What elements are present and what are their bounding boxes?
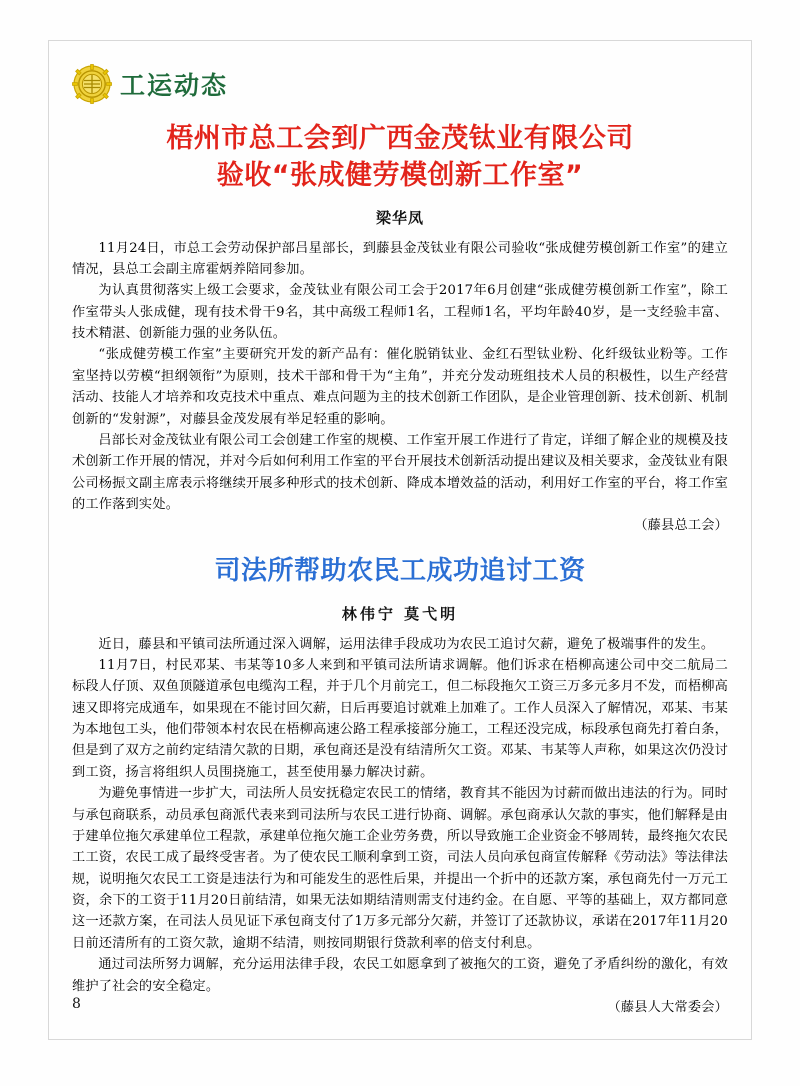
page-number: 8 <box>72 996 81 1012</box>
page-content <box>72 62 728 1018</box>
article-2 <box>72 555 728 1019</box>
section-title: 工运动态 <box>120 70 229 100</box>
article-2-paragraph-4: 通过司法所努力调解，充分运用法律手段，农民工如愿拿到了被拖欠的工资，避免了矛盾纠纷的激化，有效维护了社会的安全稳定。 <box>72 957 728 994</box>
article-1-headline-line-2: 验收“张成健劳模创新工作室” <box>216 160 584 192</box>
article-1-signature: （藤县总工会） <box>634 518 728 534</box>
article-2-paragraph-1: 近日，藤县和平镇司法所通过深入调解，运用法律手段成功为农民工追讨欠薪，避免了极端事件的发生。 <box>98 636 715 652</box>
article-1-headline-line-1: 梧州市总工会到广西金茂钛业有限公司 <box>166 123 634 154</box>
article-1-byline: 梁华凤 <box>375 208 424 227</box>
article-1-paragraph-3: “张成健劳模工作室”主要研究开发的新产品有：催化脱销钛业、金红石型钛业粉、化纤级钛业粉等。工作室坚持以劳模“担纲领衔”为原则，技术干部和骨干为“主角”，并充分发动班组技术人员的积极性，以生产经营活动、技能人才培养和攻克技术中重点、难点问题为主的技术创新工作团队，是企业管理创新、技术创新、机制创新的“发射源”，对藤县金茂发展有举足轻重的影响。 <box>72 347 728 427</box>
article-1 <box>72 120 728 537</box>
article-1-paragraph-1: 11月24日，市总工会劳动保护部吕星部长，到藤县金茂钛业有限公司验收“张成健劳模创新工作室”的建立情况，县总工会副主席霍炳养陪同参加。 <box>72 240 728 277</box>
article-2-paragraph-2: 11月7日，村民邓某、韦某等10多人来到和平镇司法所请求调解。他们诉求在梧柳高速公司中交二航局二标段人仔顶、双鱼顶隧道承包电缆沟工程，并于几个月前完工，但二标段拖欠工资三万多元多月不发，而梧柳高速又即将完成通车，如果现在不能讨回欠薪，日后再要追讨就难上加难了。工作人员深入了解情况，邓某、韦某为本地包工头，他们带领本村农民在梧柳高速公路工程承接部分施工，工程还没完成，标段承包商先打着白条，但是到了双方之前约定结清欠款的日期，承包商还是没有结清所欠工资。邓某、韦某等人声称，如果这次仍没讨到工资，扬言将组织人员围挠施工，甚至使用暴力解决讨薪。 <box>72 657 728 780</box>
article-2-headline: 司法所帮助农民工成功追讨工资 <box>214 555 586 586</box>
article-2-signature: （藤县人大常委会） <box>607 999 728 1015</box>
article-2-byline: 林伟宁 莫弋明 <box>341 604 459 623</box>
article-1-paragraph-4: 吕部长对金茂钛业有限公司工会创建工作室的规模、工作室开展工作进行了肯定，详细了解企业的规模及技术创新工作开展的情况，并对今后如何利用工作室的平台开展技术创新活动提出建议及相关要求，金茂钛业有限公司杨振文副主席表示将继续开展多种形式的技术创新、降成本增效益的活动，利用好工作室的平台，将工作室的工作落到实处。 <box>72 432 728 512</box>
gear-emblem-icon <box>72 64 112 104</box>
article-1-headline <box>72 120 728 195</box>
article-1-paragraph-2: 为认真贯彻落实上级工会要求，金茂钛业有限公司工会于2017年6月创建“张成健劳模创新工作室”，除工作室带头人张成健，现有技术骨干9名，其中高级工程师1名，工程师1名，平均年龄40岁，是一支经验丰富、技术精湛、创新能力强的业务队伍。 <box>72 283 728 341</box>
section-banner <box>72 62 728 106</box>
article-2-paragraph-3: 为避免事情进一步扩大，司法所人员安抚稳定农民工的情绪，教育其不能因为讨薪而做出违法的行为。同时与承包商联系，动员承包商派代表来到司法所与农民工进行协商、调解。承包商承认欠款的事实，他们解释是由于建单位拖欠承建单位工程款，承建单位拖欠施工企业劳务费，所以导致施工企业资金不够周转，最终拖欠农民工工资，农民工成了最终受害者。为了使农民工顺利拿到工资，司法人员向承包商宣传解释《劳动法》等法律法规，说明拖欠农民工工资是违法行为和可能发生的恶性后果，并提出一个折中的还款方案，承包商先付一万元工资，余下的工资于11月20日前结清，如果无法如期结清则需支付违约金。在自愿、平等的基础上，双方都同意这一还款方案，在司法人员见证下承包商支付了1万多元部分欠薪，并签订了还款协议，承诺在2017年11月20日前还清所有的工资欠款，逾期不结清，则按同期银行贷款利率的倍支付利息。 <box>72 786 728 951</box>
